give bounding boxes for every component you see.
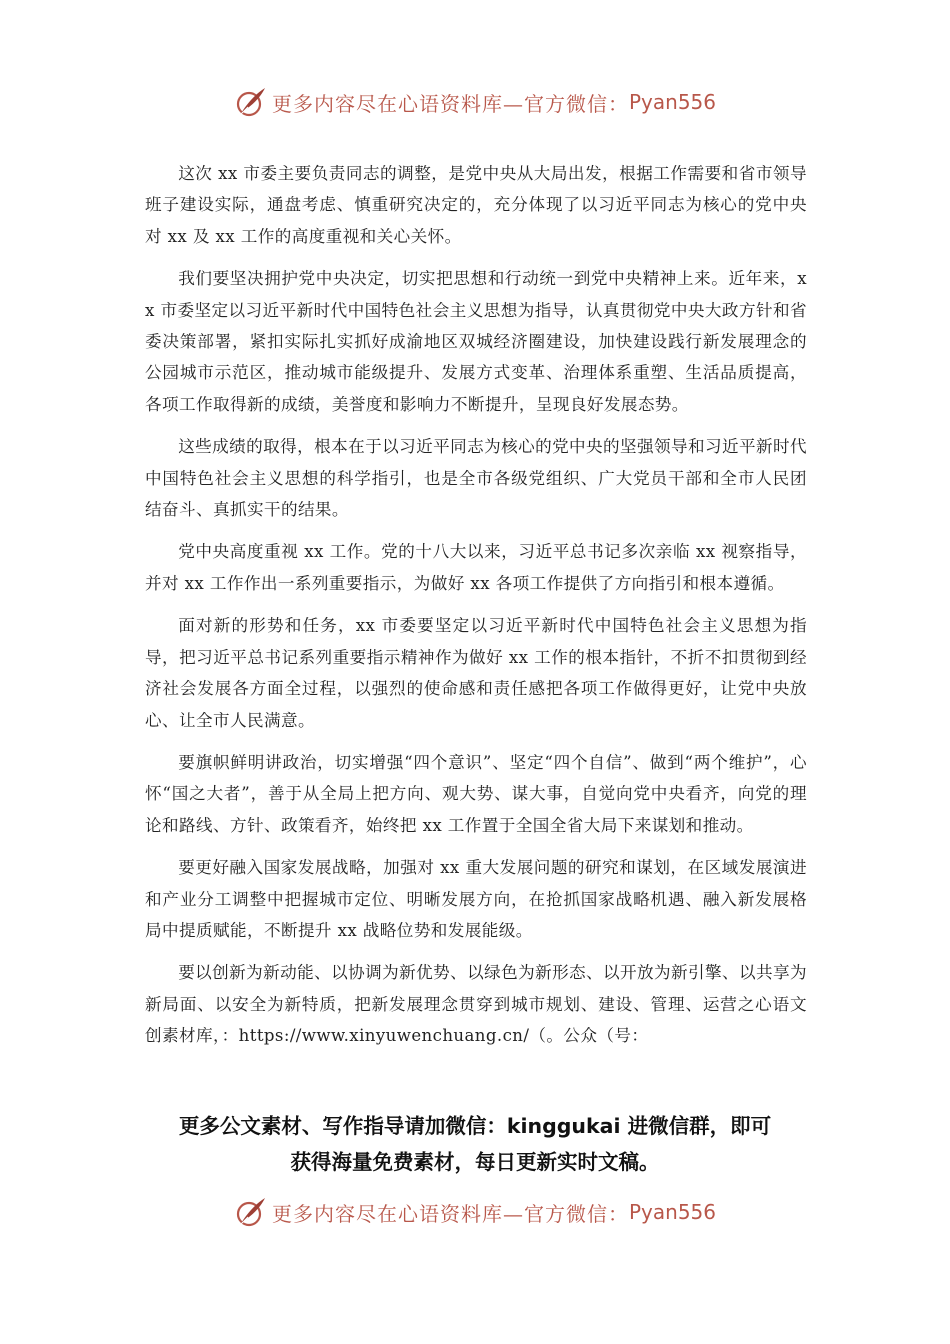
document-body — [145, 158, 807, 1063]
paragraph: 面对新的形势和任务，xx 市委要坚定以习近平新时代中国特色社会主义思想为指导，把习近平总书记系列重要指示精神作为做好 xx 工作的根本指针，不折不扣贯彻到经济社会发展各方面全过程，以强烈的使命感和责任感把各项工作做得更好，让党中央放心、让全市人民满意。 — [145, 616, 807, 730]
promo-notice — [120, 1108, 830, 1180]
quill-pen-logo-icon — [234, 85, 268, 119]
header-wechat-id: Pyan556 — [628, 90, 716, 114]
paragraph: 我们要坚决拥护党中央决定，切实把思想和行动统一到党中央精神上来。近年来，xx 市委坚定以习近平新时代中国特色社会主义思想为指导，认真贯彻党中央大政方针和省委决策部署，紧扣实际扎实抓好成渝地区双城经济圈建设，加快建设践行新发展理念的公园城市示范区，推动城市能级提升、发展方式变革、治理体系重塑、生活品质提高，各项工作取得新的成绩，美誉度和影响力不断提升，呈现良好发展态势。 — [145, 269, 807, 414]
paragraph: 要更好融入国家发展战略，加强对 xx 重大发展问题的研究和谋划，在区域发展演进和产业分工调整中把握城市定位、明晰发展方向，在抢抓国家战略机遇、融入新发展格局中提质赋能，不断提升 xx 战略位势和发展能级。 — [145, 858, 807, 940]
footer-wechat-id: Pyan556 — [628, 1200, 716, 1224]
promo-line-1: 更多公文素材、写作指导请加微信：kinggukai 进微信群，即可 — [178, 1114, 772, 1138]
paragraph: 要以创新为新动能、以协调为新优势、以绿色为新形态、以开放为新引擎、以共享为新局面、以安全为新特质，把新发展理念贯穿到城市规划、建设、管理、运营之心语文创素材库，：https://www.xinyuwenchuang.cn/（。公众（号： — [145, 963, 807, 1046]
footer-banner — [0, 1192, 950, 1232]
quill-pen-logo-icon — [234, 1195, 268, 1229]
paragraph: 要旗帜鲜明讲政治，切实增强“四个意识”、坚定“四个自信”、做到“两个维护”，心怀“国之大者”，善于从全局上把方向、观大势、谋大事，自觉向党中央看齐，向党的理论和路线、方针、政策看齐，始终把 xx 工作置于全国全省大局下来谋划和推动。 — [145, 752, 807, 835]
paragraph: 这次 xx 市委主要负责同志的调整，是党中央从大局出发，根据工作需要和省市领导班子建设实际，通盘考虑、慎重研究决定的，充分体现了以习近平同志为核心的党中央对 xx 及 xx 工作的高度重视和关心关怀。 — [145, 164, 807, 246]
header-banner — [0, 82, 950, 122]
paragraph: 党中央高度重视 xx 工作。党的十八大以来，习近平总书记多次亲临 xx 视察指导，并对 xx 工作作出一系列重要指示，为做好 xx 各项工作提供了方向指引和根本遵循。 — [145, 542, 807, 593]
footer-banner-text: 更多内容尽在心语资料库—官方微信： — [271, 1201, 629, 1226]
paragraph: 这些成绩的取得，根本在于以习近平同志为核心的党中央的坚强领导和习近平新时代中国特色社会主义思想的科学指引，也是全市各级党组织、广大党员干部和全市人民团结奋斗、真抓实干的结果。 — [145, 437, 807, 520]
header-banner-text: 更多内容尽在心语资料库—官方微信： — [271, 91, 629, 116]
promo-line-2: 获得海量免费素材，每日更新实时文稿。 — [290, 1150, 660, 1174]
